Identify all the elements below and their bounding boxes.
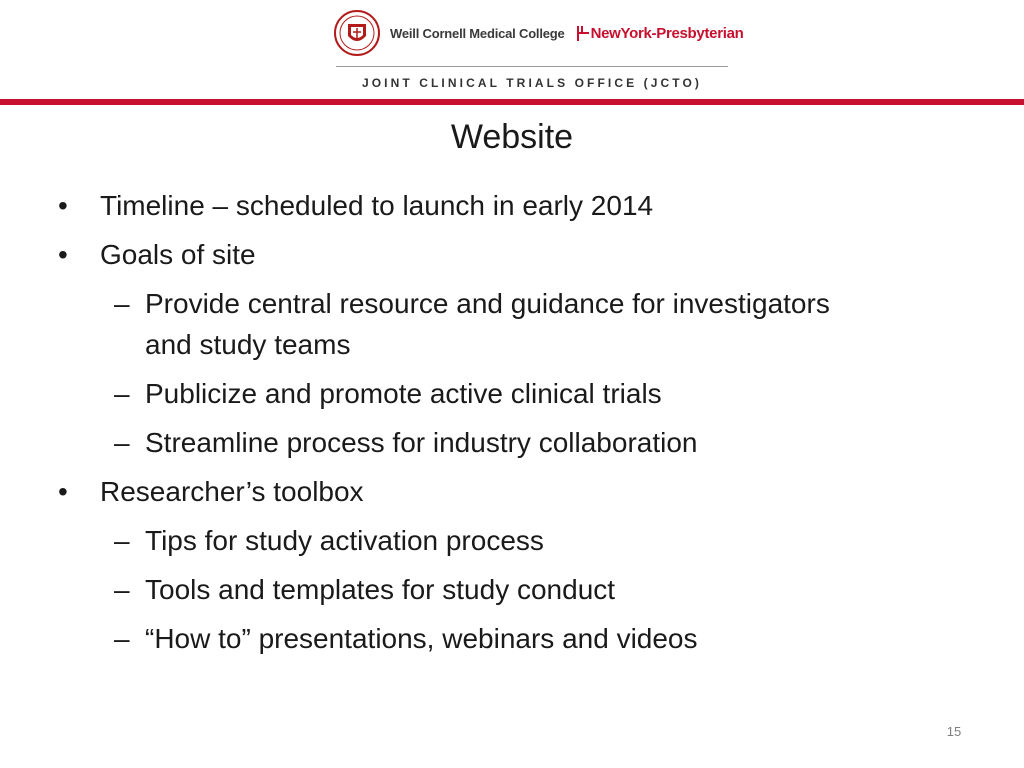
- dash-marker: –: [114, 378, 130, 409]
- sub-item-publicize: Publicize and promote active clinical trials: [145, 378, 662, 409]
- dash-marker: –: [114, 574, 130, 605]
- office-name: JOINT CLINICAL TRIALS OFFICE (JCTO): [361, 76, 703, 90]
- sub-item-how-to: “How to” presentations, webinars and videos: [145, 623, 698, 654]
- college-name: Weill Cornell Medical College: [390, 25, 565, 41]
- sub-item-streamline: Streamline process for industry collaboration: [145, 427, 698, 458]
- dash-marker: –: [114, 427, 130, 458]
- bullet-goals: Goals of site: [100, 239, 256, 270]
- sub-item-tips: Tips for study activation process: [145, 525, 544, 556]
- page-number: 15: [946, 724, 962, 739]
- dash-marker: –: [114, 525, 130, 556]
- sub-item-central-resource: Provide central resource and guidance for investigators: [145, 288, 830, 319]
- dash-marker: –: [114, 288, 130, 319]
- bullet-marker: •: [58, 190, 68, 221]
- bullet-timeline: Timeline – scheduled to launch in early 2014: [100, 190, 654, 221]
- bullet-toolbox: Researcher’s toolbox: [100, 476, 364, 507]
- bullet-marker: •: [58, 239, 68, 270]
- bullet-marker: •: [58, 476, 68, 507]
- dash-marker: –: [114, 623, 130, 654]
- slide-title: Website: [450, 118, 574, 156]
- hospital-name: NewYork-Presbyterian: [590, 24, 744, 42]
- sub-item-tools: Tools and templates for study conduct: [145, 574, 616, 605]
- sub-item-central-resource-cont: and study teams: [145, 329, 351, 360]
